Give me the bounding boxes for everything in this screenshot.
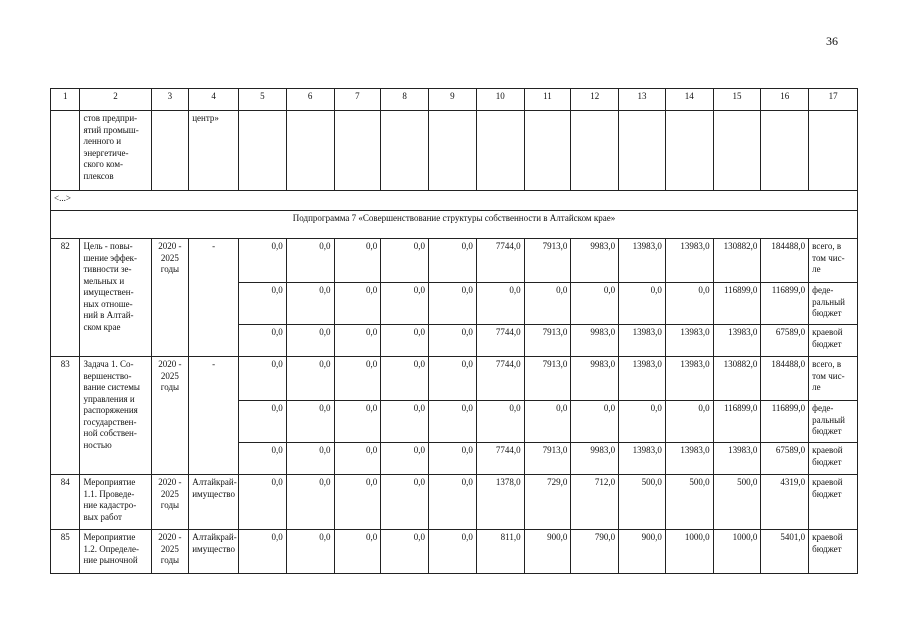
- cont-executor: центр»: [189, 111, 239, 191]
- header-row: [51, 89, 858, 111]
- row-name: Цель - повы- шение эффек- тивности зе- мельных и имуществен- ных отноше- ний в Алтай- ском крае: [80, 239, 151, 357]
- row-executor: -: [189, 239, 239, 357]
- value-cell: 0,0: [429, 283, 477, 325]
- value-cell: 1000,0: [713, 530, 761, 574]
- row-executor: -: [189, 357, 239, 475]
- data-body: [51, 239, 858, 574]
- row-period: 2020 - 2025 годы: [151, 475, 189, 530]
- funding-source: феде- ральный бюджет: [809, 401, 858, 443]
- value-cell: 0,0: [239, 530, 287, 574]
- value-cell: 0,0: [429, 357, 477, 401]
- funding-source: всего, в том чис- ле: [809, 357, 858, 401]
- value-cell: 184488,0: [761, 357, 809, 401]
- value-cell: 67589,0: [761, 325, 809, 357]
- value-cell: 0,0: [381, 475, 429, 530]
- value-cell: 0,0: [524, 283, 571, 325]
- row-period: 2020 - 2025 годы: [151, 239, 189, 357]
- value-cell: 500,0: [713, 475, 761, 530]
- value-cell: 790,0: [571, 530, 619, 574]
- value-cell: 0,0: [286, 443, 334, 475]
- value-cell: 0,0: [239, 325, 287, 357]
- header-cell: 6: [286, 89, 334, 111]
- row-number: 85: [51, 530, 80, 574]
- value-cell: 0,0: [429, 530, 477, 574]
- value-cell: 0,0: [239, 283, 287, 325]
- value-cell: 7744,0: [476, 443, 524, 475]
- table-row: [51, 357, 858, 401]
- header-cell: 15: [713, 89, 761, 111]
- header-cell: 8: [381, 89, 429, 111]
- value-cell: 5401,0: [761, 530, 809, 574]
- value-cell: 7913,0: [524, 443, 571, 475]
- value-cell: 0,0: [381, 283, 429, 325]
- value-cell: 7913,0: [524, 325, 571, 357]
- value-cell: 13983,0: [713, 325, 761, 357]
- value-cell: 0,0: [571, 283, 619, 325]
- row-number: 82: [51, 239, 80, 357]
- value-cell: 130882,0: [713, 239, 761, 283]
- value-cell: 0,0: [239, 443, 287, 475]
- header-cell: 13: [619, 89, 666, 111]
- ellipsis: <...>: [51, 191, 858, 211]
- value-cell: 0,0: [286, 530, 334, 574]
- value-cell: 0,0: [239, 239, 287, 283]
- funding-source: краевой бюджет: [809, 443, 858, 475]
- value-cell: 13983,0: [619, 443, 666, 475]
- value-cell: 0,0: [381, 443, 429, 475]
- value-cell: 13983,0: [665, 357, 713, 401]
- value-cell: 0,0: [334, 475, 381, 530]
- row-name: Задача 1. Со- вершенство- вание системы управления и распоряжения государствен- ной собствен- ностью: [80, 357, 151, 475]
- header-cell: 11: [524, 89, 571, 111]
- header-cell: 14: [665, 89, 713, 111]
- funding-source: феде- ральный бюджет: [809, 283, 858, 325]
- value-cell: 0,0: [239, 401, 287, 443]
- row-number: 83: [51, 357, 80, 475]
- header-cell: 5: [239, 89, 287, 111]
- cont-period: [151, 111, 189, 191]
- value-cell: 0,0: [334, 401, 381, 443]
- value-cell: 0,0: [381, 530, 429, 574]
- header-cell: 4: [189, 89, 239, 111]
- header-cell: 16: [761, 89, 809, 111]
- value-cell: 0,0: [476, 401, 524, 443]
- subprogram-title: Подпрограмма 7 «Совершенствование структуры собственности в Алтайском крае»: [51, 211, 858, 239]
- value-cell: 0,0: [524, 401, 571, 443]
- table-row: [51, 475, 858, 530]
- header-cell: 1: [51, 89, 80, 111]
- value-cell: 13983,0: [665, 325, 713, 357]
- value-cell: 0,0: [334, 283, 381, 325]
- value-cell: 0,0: [239, 475, 287, 530]
- value-cell: 0,0: [665, 283, 713, 325]
- value-cell: 0,0: [286, 283, 334, 325]
- value-cell: 9983,0: [571, 443, 619, 475]
- header-cell: 17: [809, 89, 858, 111]
- value-cell: 116899,0: [713, 283, 761, 325]
- funding-source: краевой бюджет: [809, 475, 858, 530]
- value-cell: 13983,0: [713, 443, 761, 475]
- value-cell: 811,0: [476, 530, 524, 574]
- value-cell: 13983,0: [619, 325, 666, 357]
- row-executor: Алтайкрай- имущество: [189, 475, 239, 530]
- value-cell: 0,0: [286, 325, 334, 357]
- value-cell: 7744,0: [476, 325, 524, 357]
- header-cell: 9: [429, 89, 477, 111]
- page-number: 36: [826, 34, 838, 48]
- value-cell: 0,0: [286, 357, 334, 401]
- funding-source: всего, в том чис- ле: [809, 239, 858, 283]
- budget-table: [50, 88, 858, 574]
- value-cell: 0,0: [334, 357, 381, 401]
- value-cell: 0,0: [665, 401, 713, 443]
- value-cell: 184488,0: [761, 239, 809, 283]
- value-cell: 116899,0: [761, 283, 809, 325]
- value-cell: 900,0: [524, 530, 571, 574]
- value-cell: 7913,0: [524, 357, 571, 401]
- row-name: Мероприятие 1.1. Проведе- ние кадастро- вых работ: [80, 475, 151, 530]
- value-cell: 13983,0: [619, 357, 666, 401]
- funding-source: краевой бюджет: [809, 530, 858, 574]
- value-cell: 67589,0: [761, 443, 809, 475]
- ellipsis-row: [51, 191, 858, 211]
- value-cell: 0,0: [619, 283, 666, 325]
- continuation-row: [51, 111, 858, 191]
- value-cell: 1378,0: [476, 475, 524, 530]
- value-cell: 116899,0: [761, 401, 809, 443]
- funding-source: краевой бюджет: [809, 325, 858, 357]
- value-cell: 500,0: [619, 475, 666, 530]
- value-cell: 9983,0: [571, 325, 619, 357]
- value-cell: 0,0: [286, 475, 334, 530]
- value-cell: 0,0: [381, 239, 429, 283]
- value-cell: 9983,0: [571, 239, 619, 283]
- value-cell: 0,0: [619, 401, 666, 443]
- value-cell: 13983,0: [665, 239, 713, 283]
- value-cell: 0,0: [239, 357, 287, 401]
- value-cell: 0,0: [381, 401, 429, 443]
- value-cell: 0,0: [476, 283, 524, 325]
- value-cell: 0,0: [286, 401, 334, 443]
- cont-num: [51, 111, 80, 191]
- value-cell: 0,0: [381, 325, 429, 357]
- value-cell: 7913,0: [524, 239, 571, 283]
- subprogram-row: [51, 211, 858, 239]
- value-cell: 4319,0: [761, 475, 809, 530]
- value-cell: 0,0: [429, 325, 477, 357]
- header-cell: 10: [476, 89, 524, 111]
- value-cell: 0,0: [381, 357, 429, 401]
- row-executor: Алтайкрай- имущество: [189, 530, 239, 574]
- value-cell: 0,0: [429, 475, 477, 530]
- value-cell: 500,0: [665, 475, 713, 530]
- value-cell: 130882,0: [713, 357, 761, 401]
- value-cell: 0,0: [286, 239, 334, 283]
- row-name: Мероприятие 1.2. Определе- ние рыночной: [80, 530, 151, 574]
- value-cell: 7744,0: [476, 357, 524, 401]
- value-cell: 0,0: [334, 530, 381, 574]
- header-cell: 7: [334, 89, 381, 111]
- value-cell: 9983,0: [571, 357, 619, 401]
- row-period: 2020 - 2025 годы: [151, 357, 189, 475]
- header-cell: 3: [151, 89, 189, 111]
- value-cell: 0,0: [334, 239, 381, 283]
- header-cell: 12: [571, 89, 619, 111]
- value-cell: 13983,0: [619, 239, 666, 283]
- value-cell: 712,0: [571, 475, 619, 530]
- table-row: [51, 530, 858, 574]
- value-cell: 0,0: [334, 443, 381, 475]
- value-cell: 0,0: [429, 239, 477, 283]
- value-cell: 0,0: [429, 401, 477, 443]
- cont-goal-text: стов предпри- ятий промыш- ленного и энергетиче- ского ком- плексов: [80, 111, 151, 191]
- value-cell: 900,0: [619, 530, 666, 574]
- value-cell: 1000,0: [665, 530, 713, 574]
- value-cell: 0,0: [429, 443, 477, 475]
- value-cell: 0,0: [571, 401, 619, 443]
- row-number: 84: [51, 475, 80, 530]
- value-cell: 729,0: [524, 475, 571, 530]
- value-cell: 116899,0: [713, 401, 761, 443]
- value-cell: 13983,0: [665, 443, 713, 475]
- table-row: [51, 239, 858, 283]
- value-cell: 7744,0: [476, 239, 524, 283]
- value-cell: 0,0: [334, 325, 381, 357]
- header-cell: 2: [80, 89, 151, 111]
- row-period: 2020 - 2025 годы: [151, 530, 189, 574]
